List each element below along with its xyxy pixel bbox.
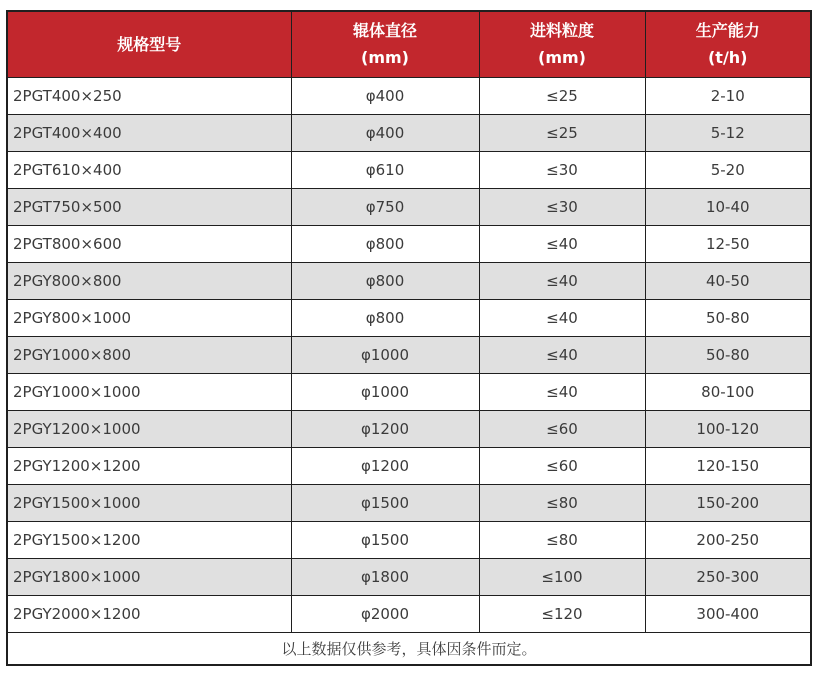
- model-cell: 2PGY2000×1200: [7, 595, 291, 632]
- table-row: [7, 447, 811, 484]
- feed-size-cell: ≤25: [479, 114, 645, 151]
- diameter-cell: φ1500: [291, 521, 479, 558]
- feed-size-cell: ≤80: [479, 521, 645, 558]
- model-cell: 2PGY1200×1000: [7, 410, 291, 447]
- feed-size-cell: ≤60: [479, 410, 645, 447]
- model-cell: 2PGT400×250: [7, 77, 291, 114]
- model-cell: 2PGT800×600: [7, 225, 291, 262]
- footnote-row: [7, 632, 811, 665]
- diameter-cell: φ800: [291, 262, 479, 299]
- model-cell: 2PGY1000×800: [7, 336, 291, 373]
- feed-size-cell: ≤120: [479, 595, 645, 632]
- header-row: [7, 11, 811, 77]
- capacity-cell: 300-400: [645, 595, 811, 632]
- diameter-cell: φ400: [291, 77, 479, 114]
- feed-size-cell: ≤40: [479, 373, 645, 410]
- diameter-cell: φ2000: [291, 595, 479, 632]
- model-cell: 2PGY1800×1000: [7, 558, 291, 595]
- column-header-roller-diameter: [291, 11, 479, 77]
- feed-size-cell: ≤40: [479, 225, 645, 262]
- header-unit: (mm): [538, 48, 586, 68]
- capacity-cell: 40-50: [645, 262, 811, 299]
- capacity-cell: 100-120: [645, 410, 811, 447]
- table-row: [7, 77, 811, 114]
- diameter-cell: φ1000: [291, 373, 479, 410]
- header-label: 进料粒度: [529, 21, 594, 41]
- table-row: [7, 262, 811, 299]
- diameter-cell: φ1000: [291, 336, 479, 373]
- diameter-cell: φ1500: [291, 484, 479, 521]
- diameter-cell: φ400: [291, 114, 479, 151]
- capacity-cell: 50-80: [645, 336, 811, 373]
- table-row: [7, 151, 811, 188]
- model-cell: 2PGT750×500: [7, 188, 291, 225]
- table-row: [7, 336, 811, 373]
- feed-size-cell: ≤30: [479, 188, 645, 225]
- feed-size-cell: ≤25: [479, 77, 645, 114]
- table-row: [7, 373, 811, 410]
- model-cell: 2PGY1000×1000: [7, 373, 291, 410]
- header-unit: (t/h): [707, 48, 748, 68]
- table-footer: [7, 632, 811, 665]
- footnote-text: 以上数据仅供参考，具体因条件而定。: [7, 632, 811, 665]
- feed-size-cell: ≤40: [479, 336, 645, 373]
- model-cell: 2PGY1500×1200: [7, 521, 291, 558]
- header-label: 辊体直径: [352, 21, 417, 41]
- table-body: [7, 77, 811, 632]
- model-cell: 2PGY1500×1000: [7, 484, 291, 521]
- model-cell: 2PGT400×400: [7, 114, 291, 151]
- capacity-cell: 250-300: [645, 558, 811, 595]
- capacity-cell: 12-50: [645, 225, 811, 262]
- table-row: [7, 225, 811, 262]
- model-cell: 2PGY800×800: [7, 262, 291, 299]
- table-row: [7, 410, 811, 447]
- capacity-cell: 2-10: [645, 77, 811, 114]
- capacity-cell: 10-40: [645, 188, 811, 225]
- table-row: [7, 299, 811, 336]
- header-label: 规格型号: [117, 34, 182, 54]
- capacity-cell: 5-20: [645, 151, 811, 188]
- table-row: [7, 188, 811, 225]
- feed-size-cell: ≤40: [479, 262, 645, 299]
- model-cell: 2PGY1200×1200: [7, 447, 291, 484]
- feed-size-cell: ≤80: [479, 484, 645, 521]
- feed-size-cell: ≤30: [479, 151, 645, 188]
- table-row: [7, 595, 811, 632]
- header-unit: (mm): [361, 48, 409, 68]
- capacity-cell: 150-200: [645, 484, 811, 521]
- capacity-cell: 80-100: [645, 373, 811, 410]
- column-header-model: [7, 11, 291, 77]
- table-row: [7, 558, 811, 595]
- diameter-cell: φ610: [291, 151, 479, 188]
- table-row: [7, 114, 811, 151]
- header-label: 生产能力: [695, 21, 760, 41]
- capacity-cell: 200-250: [645, 521, 811, 558]
- model-cell: 2PGY800×1000: [7, 299, 291, 336]
- diameter-cell: φ1200: [291, 447, 479, 484]
- table-row: [7, 484, 811, 521]
- feed-size-cell: ≤60: [479, 447, 645, 484]
- table-header: [7, 11, 811, 77]
- column-header-capacity: [645, 11, 811, 77]
- feed-size-cell: ≤100: [479, 558, 645, 595]
- diameter-cell: φ800: [291, 299, 479, 336]
- diameter-cell: φ800: [291, 225, 479, 262]
- table-row: [7, 521, 811, 558]
- diameter-cell: φ750: [291, 188, 479, 225]
- model-cell: 2PGT610×400: [7, 151, 291, 188]
- specification-table: [6, 10, 812, 666]
- column-header-feed-size: [479, 11, 645, 77]
- feed-size-cell: ≤40: [479, 299, 645, 336]
- diameter-cell: φ1200: [291, 410, 479, 447]
- diameter-cell: φ1800: [291, 558, 479, 595]
- capacity-cell: 120-150: [645, 447, 811, 484]
- capacity-cell: 5-12: [645, 114, 811, 151]
- capacity-cell: 50-80: [645, 299, 811, 336]
